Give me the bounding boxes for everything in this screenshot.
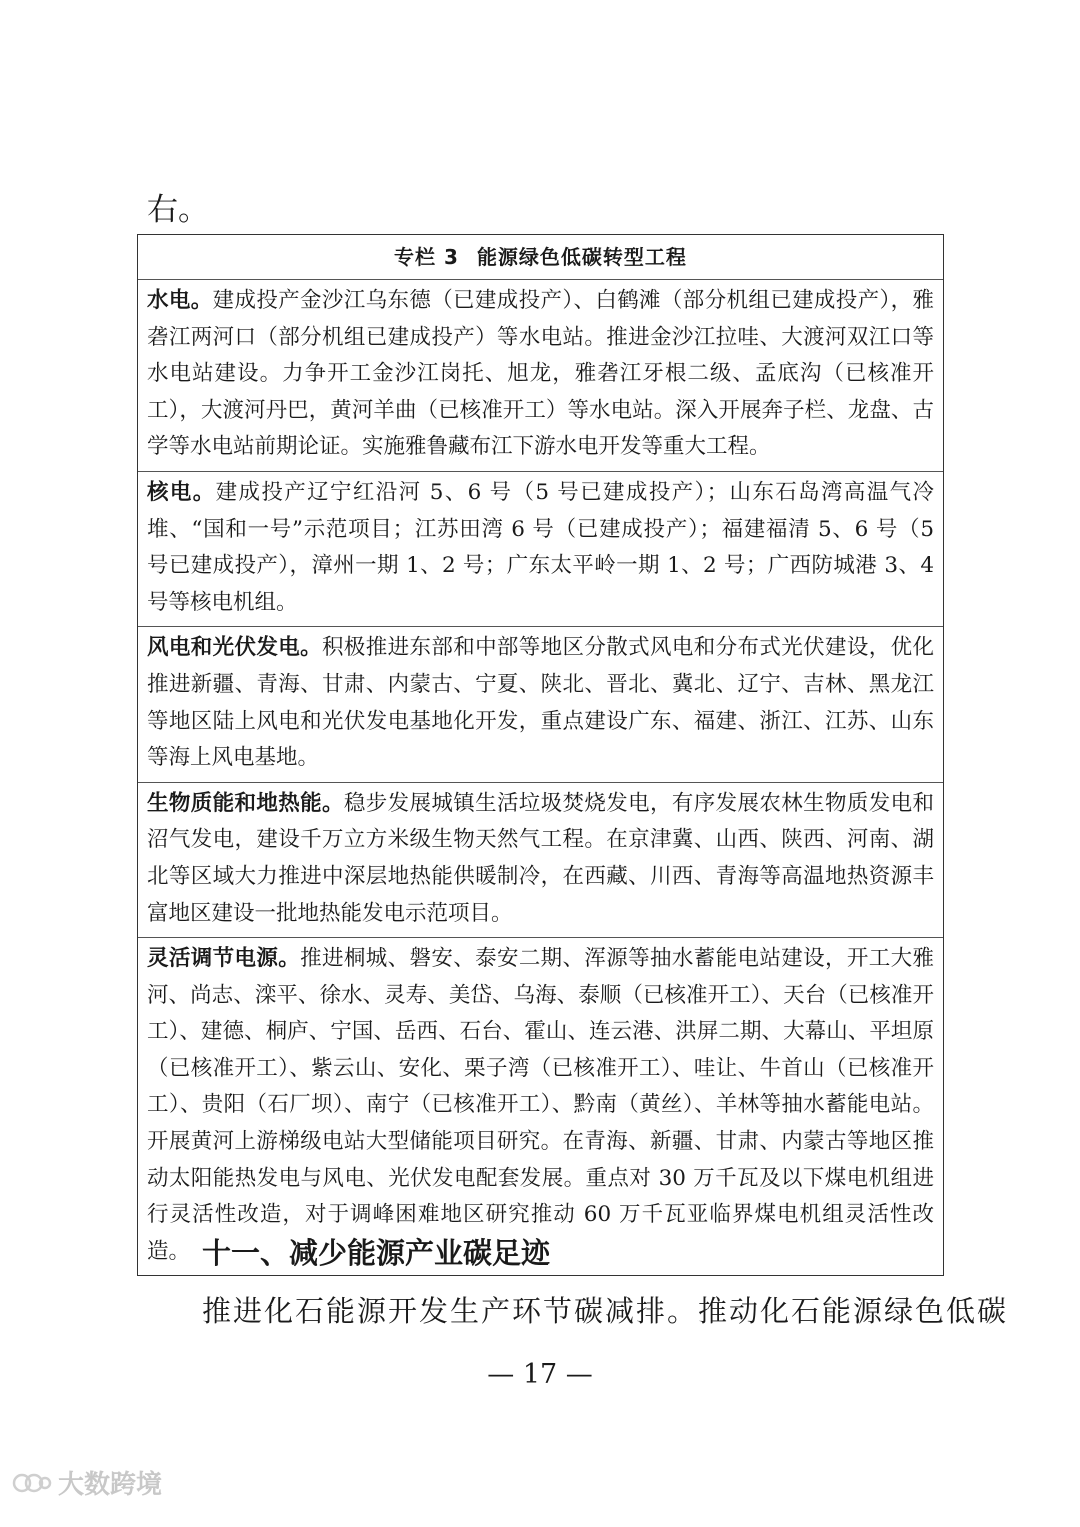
lead-text: 右。 — [147, 192, 209, 228]
panel-title-text: 能源绿色低碳转型工程 — [476, 245, 687, 269]
watermark-logo-icon — [12, 1469, 52, 1497]
section-text: 建成投产金沙江乌东德（已建成投产）、白鹤滩（部分机组已建成投产），雅砻江两河口（部分机组已建成投产）等水电站。推进金沙江拉哇、大渡河双江口等水电站建设。力争开工金沙江岗托、旭龙，雅砻江牙根二级、孟底沟（已核准开工），大渡河丹巴，黄河羊曲（已核准开工）等水电站。深入开展奔子栏、龙盘、古学等水电站前期论证。实施雅鲁藏布江下游水电开发等重大工程。 — [147, 288, 934, 460]
panel-title — [138, 235, 943, 280]
section-text: 积极推进东部和中部等地区分散式风电和分布式光伏建设，优化推进新疆、青海、甘肃、内蒙古、宁夏、陕北、晋北、冀北、辽宁、吉林、黑龙江等地区陆上风电和光伏发电基地化开发，重点建设广东、福建、浙江、江苏、山东等海上风电基地。 — [147, 635, 934, 771]
panel-section-wind-solar — [138, 627, 943, 782]
section-heading: 水电。 — [147, 288, 213, 313]
panel-section-nuclear — [138, 472, 943, 627]
panel-title-number: 专栏 3 — [394, 245, 459, 269]
section-heading: 风电和光伏发电。 — [147, 635, 322, 661]
section-text: 稳步发展城镇生活垃圾焚烧发电，有序发展农林生物质发电和沼气发电，建设千万立方米级生物天然气工程。在京津冀、山西、陕西、河南、湖北等区域大力推进中深层地热能供暖制冷，在西藏、川西、青海等高温地热资源丰富地区建设一批地热能发电示范项目。 — [147, 790, 934, 926]
page-number: — 17 — — [487, 1359, 593, 1390]
body-paragraph: 推进化石能源开发生产环节碳减排。推动化石能源绿色低碳 — [202, 1294, 1009, 1328]
section-heading: 灵活调节电源。 — [147, 946, 301, 972]
chapter-heading: 十一、减少能源产业碳足迹 — [202, 1236, 551, 1270]
section-heading: 核电。 — [147, 479, 216, 505]
section-text: 建成投产辽宁红沿河 5、6 号（5 号已建成投产）；山东石岛湾高温气冷堆、“国和一号”示范项目；江苏田湾 6 号（已建成投产）；福建福清 5、6 号（5 号已建成投产），漳州一期 1、2 号；广东太平岭一期 1、2 号；广西防城港 3、4 号等核电机组。 — [147, 479, 934, 615]
watermark — [12, 1464, 162, 1501]
panel-section-biomass-geothermal — [138, 783, 943, 938]
section-text: 推进桐城、磐安、泰安二期、浑源等抽水蓄能电站建设，开工大雅河、尚志、滦平、徐水、灵寿、美岱、乌海、泰顺（已核准开工）、天台（已核准开工）、建德、桐庐、宁国、岳西、石台、霍山、连云港、洪屏二期、大幕山、平坦原（已核准开工）、紫云山、安化、栗子湾（已核准开工）、哇让、牛首山（已核准开工）、贵阳（石厂坝）、南宁（已核准开工）、黔南（黄丝）、羊林等抽水蓄能电站。开展黄河上游梯级电站大型储能项目研究。在青海、新疆、甘肃、内蒙古等地区推动太阳能热发电与风电、光伏发电配套发展。重点对 30 万千瓦及以下煤电机组进行灵活性改造，对于调峰困难地区研究推动 60 万千瓦亚临界煤电机组灵活性改造。 — [147, 946, 934, 1264]
feature-panel — [137, 234, 944, 1276]
watermark-text: 大数跨境 — [58, 1470, 163, 1500]
panel-section-hydro — [138, 280, 943, 472]
panel-section-flexible-power — [138, 938, 943, 1275]
section-heading: 生物质能和地热能。 — [147, 790, 344, 816]
